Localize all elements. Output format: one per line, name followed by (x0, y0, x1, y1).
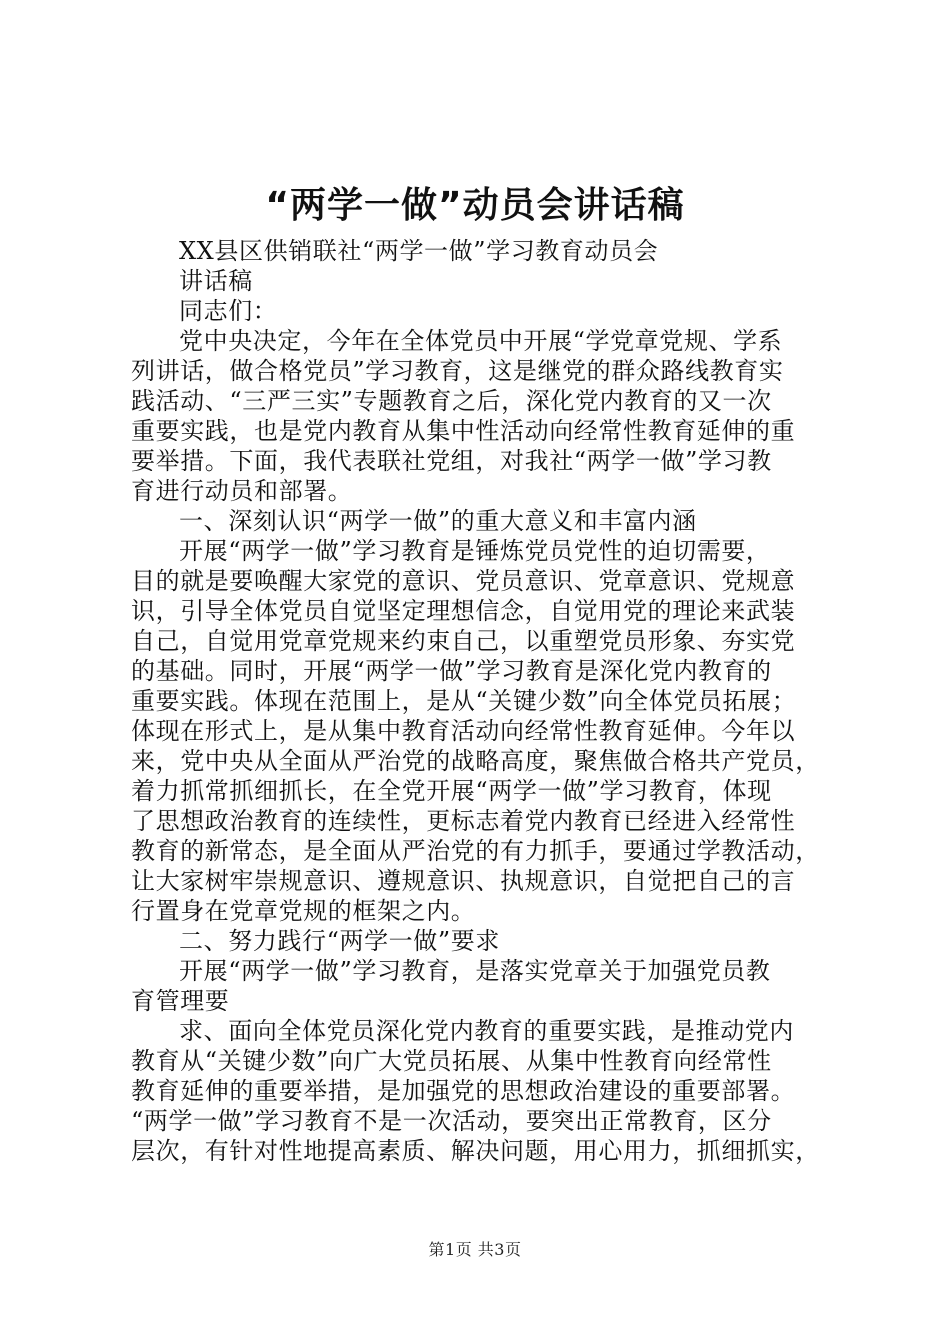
text-line: 让大家树牢崇规意识、遵规意识、执规意识，自觉把自己的言 (131, 867, 796, 895)
text-line: 的基础。同时，开展“两学一做”学习教育是深化党内教育的 (131, 657, 772, 685)
text-line: 开展“两学一做”学习教育，是落实党章关于加强党员教 (179, 957, 771, 985)
text-line: 行置身在党章党规的框架之内。 (131, 897, 476, 925)
text-line: 践活动、“三严三实”专题教育之后，深化党内教育的又一次 (131, 387, 772, 415)
text-line: 教育从“关键少数”向广大党员拓展、从集中性教育向经常性 (131, 1047, 772, 1075)
text-line: 重要实践。体现在范围上，是从“关键少数”向全体党员拓展； (131, 687, 797, 715)
text-line: 列讲话，做合格党员”学习教育，这是继党的群众路线教育实 (131, 357, 784, 385)
text-line: 讲话稿 (179, 267, 253, 295)
text-line: 同志们： (179, 297, 278, 325)
page-footer: 第1页 共3页 (428, 1240, 522, 1259)
text-line: 二、努力践行“两学一做”要求 (179, 927, 500, 955)
text-line: 识，引导全体党员自觉坚定理想信念，自觉用党的理论来武装 (131, 597, 796, 625)
text-line: 教育的新常态，是全面从严治党的有力抓手，要通过学教活动， (131, 837, 820, 865)
text-line: 来，党中央从全面从严治党的战略高度，聚焦做合格共产党员， (131, 747, 820, 775)
text-line: 党中央决定，今年在全体党员中开展“学党章党规、学系 (179, 327, 783, 355)
document-title: “两学一做”动员会讲话稿 (265, 185, 685, 226)
text-line: 一、深刻认识“两学一做”的重大意义和丰富内涵 (179, 507, 697, 535)
text-line: 目的就是要唤醒大家党的意识、党员意识、党章意识、党规意 (131, 567, 796, 595)
text-line: 了思想政治教育的连续性，更标志着党内教育已经进入经常性 (131, 807, 796, 835)
text-line: XX县区供销联社“两学一做”学习教育动员会 (179, 237, 659, 265)
text-line: 育进行动员和部署。 (131, 477, 353, 505)
text-line: 要举措。下面，我代表联社党组，对我社“两学一做”学习教 (131, 447, 772, 475)
text-line: 求、面向全体党员深化党内教育的重要实践，是推动党内 (179, 1017, 794, 1045)
text-line: 教育延伸的重要举措，是加强党的思想政治建设的重要部署。 (131, 1077, 796, 1105)
text-line: 体现在形式上，是从集中教育活动向经常性教育延伸。今年以 (131, 717, 796, 745)
text-line: “两学一做”学习教育不是一次活动，要突出正常教育，区分 (131, 1107, 772, 1135)
text-line: 着力抓常抓细抓长，在全党开展“两学一做”学习教育，体现 (131, 777, 772, 805)
text-line: 层次，有针对性地提高素质、解决问题，用心用力，抓细抓实， (131, 1137, 820, 1165)
text-line: 重要实践，也是党内教育从集中性活动向经常性教育延伸的重 (131, 417, 796, 445)
text-line: 育管理要 (131, 987, 230, 1015)
text-line: 开展“两学一做”学习教育是锤炼党员党性的迫切需要， (179, 537, 771, 565)
text-line: 自己，自觉用党章党规来约束自己，以重塑党员形象、夯实党 (131, 627, 796, 655)
document-body (131, 236, 831, 1166)
